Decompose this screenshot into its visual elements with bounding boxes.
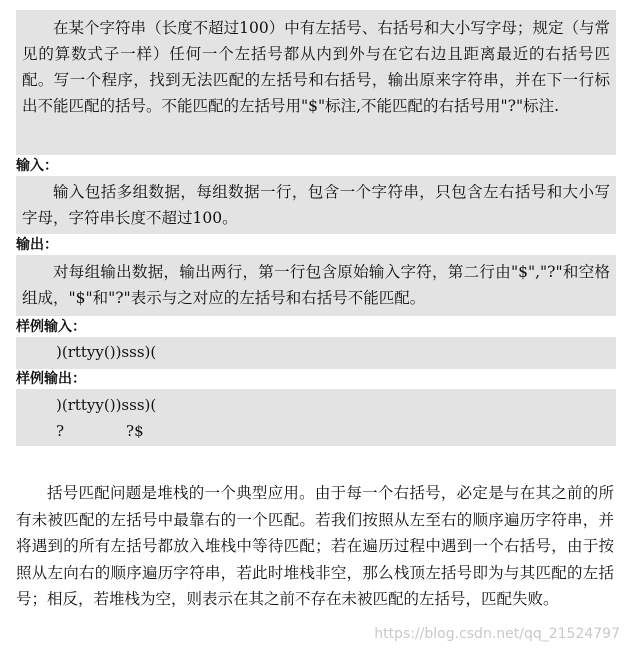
problem-description-block: [16, 10, 616, 155]
sample-input-label: 样例输入：: [16, 319, 86, 335]
output-label: 输出：: [16, 237, 58, 253]
analysis-paragraph: 括号匹配问题是堆栈的一个典型应用。由于每一个右括号，必定是与在其之前的所有未被匹配的左括号中最靠右的一个匹配。若我们按照从左至右的顺序遍历字符串，并将遇到的所有左括号都放入堆栈中等待匹配；若在遍历过程中遇到一个右括号，由于按照从左向右的顺序遍历字符串，若此时堆栈非空，那么栈顶左括号即为与其匹配的左括号；相反，若堆栈为空，则表示在其之前不存在未被匹配的左括号，匹配失败。: [16, 484, 614, 608]
sample-input-block: [16, 337, 616, 369]
sample-output-label: 样例输出：: [16, 371, 86, 387]
input-description: 输入包括多组数据，每组数据一行，包含一个字符串，只包含左右括号和大小写字母，字符串长度不超过100。: [22, 183, 610, 227]
sample-output-line-2: ? ?$: [56, 422, 144, 440]
output-description: 对每组输出数据，输出两行，第一行包含原始输入字符，第二行由"$","?"和空格组成，"$"和"?"表示与之对应的左括号和右括号不能匹配。: [22, 263, 610, 307]
watermark: https://blog.csdn.net/qq_21524797: [374, 626, 620, 642]
output-description-block: [16, 255, 616, 316]
problem-description: 在某个字符串（长度不超过100）中有左括号、右括号和大小写字母；规定（与常见的算数式子一样）任何一个左括号都从内到外与在它右边且距离最近的右括号匹配。写一个程序，找到无法匹配的左括号和右括号，输出原来字符串，并在下一行标出不能匹配的括号。不能匹配的左括号用"$"标注,不能匹配的右括号用"?"标注.: [22, 19, 610, 115]
sample-output-line-1: )(rttyy())sss)(: [56, 396, 157, 414]
sample-input: )(rttyy())sss)(: [56, 343, 157, 361]
input-label: 输入：: [16, 158, 58, 174]
sample-output-block: [16, 389, 616, 446]
input-description-block: [16, 176, 616, 234]
